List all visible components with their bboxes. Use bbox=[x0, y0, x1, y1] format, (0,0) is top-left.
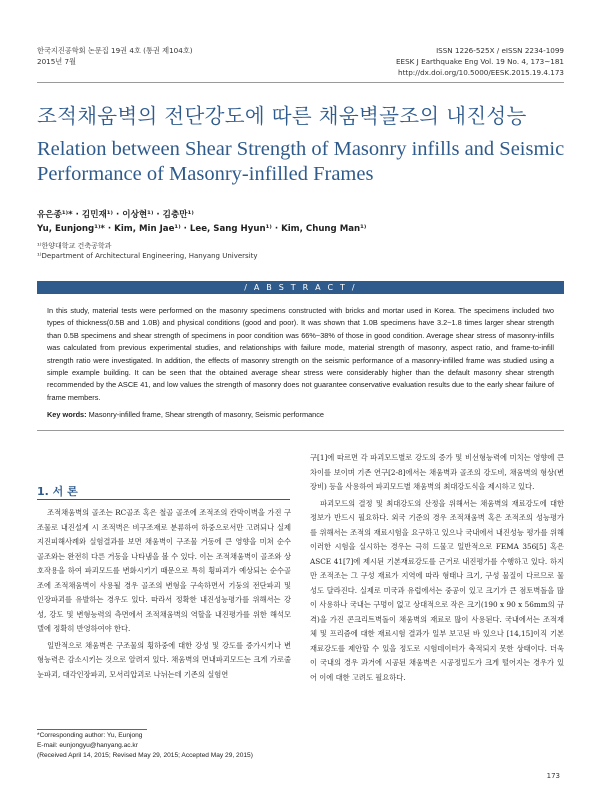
journal-header-right bbox=[396, 45, 564, 78]
doi-link[interactable]: http://dx.doi.org/10.5000/EESK.2015.19.4.173 bbox=[398, 68, 564, 77]
issn: ISSN 1226-525X / eISSN 2234-1099 bbox=[436, 46, 564, 55]
body-paragraph: 파괴모드의 결정 및 최대강도의 산정을 위해서는 채움벽의 재료강도에 대한 정보가 반드시 필요하다. 외국 기준의 경우 조적채움벽 혹은 조적조의 성능평가를 위해서는 조적의 재료시험을 요구하고 있으나 국내에서 내진성능 평가를 위해 이러한 시험을 실시하는 경우는 극히 드물고 일반적으로 FEMA 356[5] 혹은 ASCE 41[7]에 제시된 기본재료강도를 근거로 내진평가를 수행하고 있다. 하지만 조적조는 그 구성 재료가 지역에 따라 형태나 크기, 구성 물질이 다르므로 물성도 달라진다. 실제로 미국과 유럽에서는 중공이 있고 크기가 큰 점토벽돌을 많이 사용하나 국내는 구멍이 없고 상대적으로 작은 크기(190 x 90 x 56mm의 규격)을 가진 콘크리트벽돌이 채움벽의 재료로 많이 사용된다. 국내에서는 조적재체 및 프리즘에 대한 재료시험 결과가 일부 보고된 바 있으나 [14,15]이직 기본재료강도를 제안할 수 있을 정도로 시험데이터가 축적되지 못한 상태이다. 더욱이 국내의 경우 과거에 시공된 채움벽은 시공정밀도가 크게 떨어지는 경우가 있어 이에 대한 고려도 필요하다. bbox=[310, 498, 564, 682]
keywords-list: Masonry-infilled frame, Shear strength of masonry, Seismic performance bbox=[88, 410, 325, 419]
author-email[interactable]: E-mail: eunjongyu@hanyang.ac.kr bbox=[37, 742, 138, 749]
received-dates: (Received April 14, 2015; Revised May 29, 2015; Accepted May 29, 2015) bbox=[37, 752, 253, 759]
body-paragraph: 조적채움벽의 골조는 RC골조 혹은 철골 골조에 조적조의 칸막이벽을 가진 구조물로 내진설계 시 조적벽은 비구조재로 분류하여 하중으로서만 고려되나 실제 지진피해사례와 실험결과를 보면 채움벽이 구조물 거동에 큰 영향을 미쳐 순수 골조와는 완전히 다른 거동을 나타냄을 볼 수 있다. 이는 조적채움벽이 골조와 상호작용을 하여 파괴모드를 변화시키기 때문으로 특히 횡파괴가 예상되는 순수골조에 조적채움벽이 사용될 경우 골조의 변형을 구속하면서 기둥의 전단파괴 및 인장파괴를 유발하는 경우도 있다. 따라서 정확한 내진성능평가를 위해서는 강성, 강도 및 변형능력의 측면에서 조적채움벽의 역할을 내진평가를 위한 해석모델에 정확히 반영하여야 한다. bbox=[37, 508, 291, 633]
authors-korean: 유은종¹⁾* · 김민재¹⁾ · 이상현¹⁾ · 김충만¹⁾ bbox=[37, 210, 194, 220]
keywords bbox=[47, 410, 324, 419]
keywords-label: Key words: bbox=[47, 410, 87, 419]
authors-english: Yu, Eunjong¹⁾* · Kim, Min Jae¹⁾ · Lee, Sang Hyun¹⁾ · Kim, Chung Man¹⁾ bbox=[37, 224, 367, 234]
journal-header-left bbox=[37, 45, 193, 67]
page-number: 173 bbox=[546, 772, 560, 780]
body-column-right bbox=[310, 451, 564, 687]
footnote bbox=[37, 731, 253, 761]
abstract-divider bbox=[37, 430, 564, 431]
journal-name-en: EESK J Earthquake Eng Vol. 19 No. 4, 173~181 bbox=[396, 57, 564, 66]
journal-date-ko: 2015년 7월 bbox=[37, 57, 77, 66]
affiliation-english: ¹⁾Department of Architectural Engineering, Hanyang University bbox=[37, 252, 258, 260]
abstract-text: In this study, material tests were performed on the masonry specimens constructed with bricks and mortar used in Korea. The specimens included two types of thickness(0.5B and 1.0B) and physical conditions (good and poor). It was shown that 1.0B specimens have 3.2~1.8 times larger shear strength than 0.5B specimens and shear strength of specimens in poor condition was 66%~38% of those in good condition. Average shear stress of masonry-infills was calculated from previous experimental studies, and relationships with failure mode, material strength of masonry, aspect ratio, and frame-to-infill strength ratio were investigated. In addition, the effects of masonry strength on the seismic performance of a masonry-infilled frame was studied using a simple example building. It can be seen that the obtained average shear stress were considerably higher than the default masonry shear strength recommended by the ASCE 41, and low values the strength of masonry does not guarantee conservative evaluation results due to the early shear failure of frame members. bbox=[47, 306, 554, 402]
body-paragraph: 일반적으로 채움벽은 구조물의 횡하중에 대한 강성 및 강도를 증가시키나 변형능력은 감소시키는 것으로 알려져 있다. 채움벽의 면내파괴모드는 크게 가로줄눈파괴, 대각인장파괴, 모서리압괴로 나뉘는데 기존의 실험연 bbox=[37, 640, 291, 679]
section-heading-introduction: 1. 서 론 bbox=[37, 485, 78, 498]
header-divider bbox=[37, 82, 564, 83]
body-paragraph: 구[1]에 따르면 각 파괴모드별로 강도의 증가 및 비선형능력에 미치는 영향에 큰 차이를 보이며 기존 연구[2-8]에서는 채움벽과 골조의 강도비, 채움벽의 형상(변장비) 등을 사용하여 파괴모드별 채움벽의 최대강도식을 제시하고 있다. bbox=[310, 453, 564, 491]
journal-name-ko: 한국지진공학회 논문집 19권 4호 (통권 제104호) bbox=[37, 46, 193, 55]
section-heading-underline bbox=[37, 499, 290, 500]
title-korean: 조적채움벽의 전단강도에 따른 채움벽골조의 내진성능 bbox=[37, 104, 527, 128]
corresponding-author: *Corresponding author: Yu, Eunjong bbox=[37, 732, 143, 739]
affiliation-korean: ¹⁾한양대학교 건축공학과 bbox=[37, 242, 112, 250]
abstract-heading-bar: / A B S T R A C T / bbox=[37, 281, 564, 294]
body-column-left bbox=[37, 506, 291, 684]
footnote-divider bbox=[37, 729, 147, 730]
title-english: Relation between Shear Strength of Masonry infills and Seismic Performance of Masonry-infilled Frames bbox=[37, 138, 565, 185]
